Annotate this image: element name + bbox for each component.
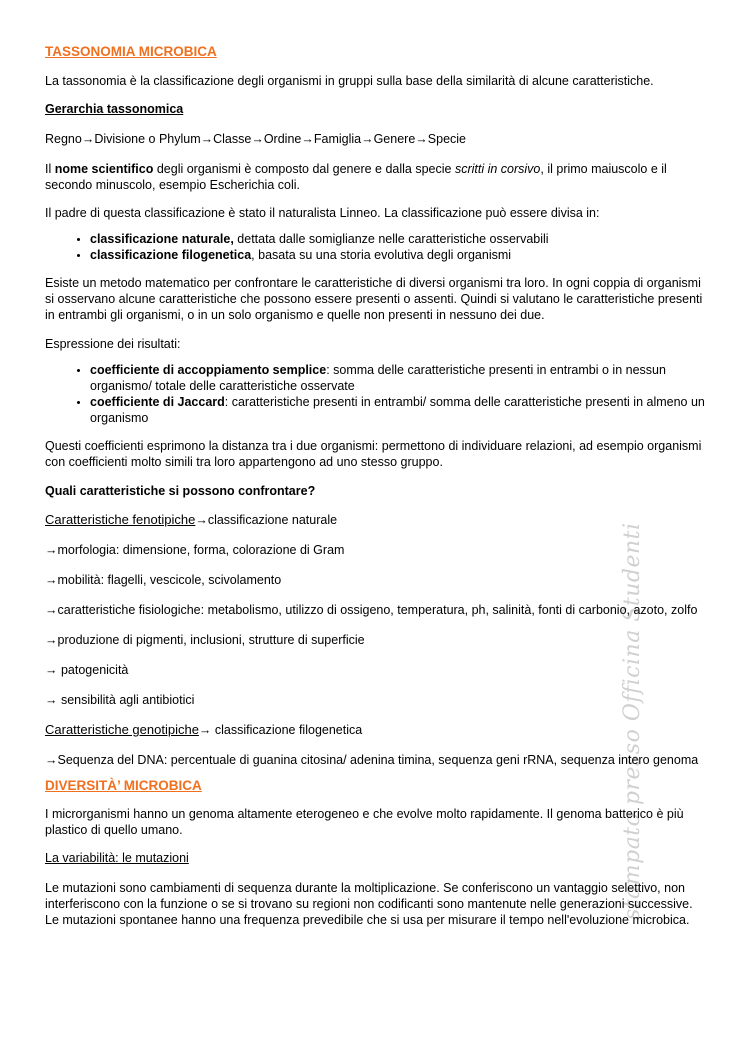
- variabilita-heading: La variabilità: le mutazioni: [45, 851, 189, 865]
- genotipo-item: →Sequenza del DNA: percentuale di guanina citosina/ adenina timina, sequenza geni rRNA, sequenza intero genoma: [45, 753, 699, 767]
- b2-bold: classificazione filogenetica: [90, 248, 252, 262]
- gerarchia-line: [45, 131, 705, 147]
- fenotipo-item: →caratteristiche fisiologiche: metabolismo, utilizzo di ossigeno, temperatura, ph, salinità, fonti di carbonio, azoto, zolfo: [45, 603, 698, 617]
- c2-rest: : caratteristiche presenti in entrambi/ somma delle caratteristiche presenti in almeno un organismo: [90, 395, 705, 425]
- domanda-text: Quali caratteristiche si possono confrontare?: [45, 484, 316, 498]
- padre-paragraph: Il padre di questa classificazione è stato il naturalista Linneo. La classificazione può essere divisa in:: [45, 206, 600, 220]
- geno-head: Caratteristiche genotipiche: [45, 722, 199, 737]
- gerarchia-heading: Gerarchia tassonomica: [45, 102, 184, 116]
- coefficienti-list: [45, 362, 705, 426]
- coefficienti-paragraph: Questi coefficienti esprimono la distanza tra i due organismi: permettono di individuare relazioni, ad esempio organismi con coefficienti molto simili tra loro appartengono ad uno stesso gruppo.: [45, 439, 702, 469]
- document-page: [45, 44, 705, 940]
- c1-bold: coefficiente di accoppiamento semplice: [90, 363, 327, 377]
- list-item: [90, 247, 705, 263]
- nome-a: Il: [45, 162, 55, 176]
- genotipiche-heading: [45, 722, 705, 738]
- intro-paragraph: La tassonomia è la classificazione degli organismi in gruppi sulla base della similarità di alcune caratteristiche.: [45, 74, 654, 88]
- espressione-label: Espressione dei risultati:: [45, 337, 181, 351]
- fenotipo-item: →morfologia: dimensione, forma, colorazione di Gram: [45, 543, 345, 557]
- fenotipiche-heading: [45, 512, 705, 528]
- b1-bold: classificazione naturale,: [90, 232, 234, 246]
- feno-head: Caratteristiche fenotipiche: [45, 512, 196, 527]
- list-item: [90, 362, 705, 394]
- nome-e: , il primo maiuscolo e il secondo minuscolo, esempio Escherichia coli.: [45, 162, 667, 192]
- list-item: [90, 231, 705, 247]
- section-title-diversita: DIVERSITÀ’ MICROBICA: [45, 778, 202, 793]
- b1-rest: dettata dalle somiglianze nelle caratteristiche osservabili: [233, 232, 549, 246]
- section-title-tassonomia: TASSONOMIA MICROBICA: [45, 44, 217, 59]
- nome-scientifico-paragraph: [45, 161, 705, 193]
- list-item: [90, 394, 705, 426]
- watermark: stampato presso Officina Studenti: [620, 522, 645, 920]
- c1-rest: : somma delle caratteristiche presenti in entrambi o in nessun organismo/ totale delle caratteristiche osservate: [90, 363, 666, 393]
- b2-rest: , basata su una storia evolutiva degli organismi: [251, 248, 512, 262]
- geno-tail: → classificazione filogenetica: [198, 723, 363, 737]
- mutazioni-paragraph: Le mutazioni sono cambiamenti di sequenza durante la moltiplicazione. Se conferiscono un vantaggio selettivo, non interferiscono con la funzione o se si trovano su regioni non codificanti sono mantenute nelle generazioni successive. Le mutazioni spontanee hanno una frequenza prevedibile che si usa per misurare il tempo nell'evoluzione microbica.: [45, 881, 693, 927]
- fenotipo-item: →produzione di pigmenti, inclusioni, strutture di superficie: [45, 633, 365, 647]
- nome-c: degli organismi è composto dal genere e dalla specie: [153, 162, 455, 176]
- fenotipo-item: → sensibilità agli antibiotici: [45, 693, 195, 707]
- diversita-intro: I microrganismi hanno un genoma altamente eterogeneo e che evolve molto rapidamente. Il genoma batterico è più plastico di quello umano.: [45, 807, 684, 837]
- fenotipo-item: → patogenicità: [45, 663, 129, 677]
- classificazione-list: [45, 231, 705, 263]
- c2-bold: coefficiente di Jaccard: [90, 395, 225, 409]
- fenotipo-item: →mobilità: flagelli, vescicole, scivolamento: [45, 573, 282, 587]
- feno-tail: →classificazione naturale: [195, 513, 338, 527]
- nome-d: scritti in corsivo: [454, 162, 541, 176]
- gerarchia-text: Regno→Divisione o Phylum→Classe→Ordine→Famiglia→Genere→Specie: [45, 132, 467, 146]
- nome-b: nome scientifico: [54, 162, 154, 176]
- domanda-heading: [45, 483, 705, 499]
- metodo-paragraph: Esiste un metodo matematico per confrontare le caratteristiche di diversi organismi tra loro. In ogni coppia di organismi si osservano alcune caratteristiche che possono essere presenti o assenti. Quindi si valutano le caratteristiche presenti in entrambi gli organismi, o in un solo organismo e quelle non presenti in nessuno dei due.: [45, 276, 703, 322]
